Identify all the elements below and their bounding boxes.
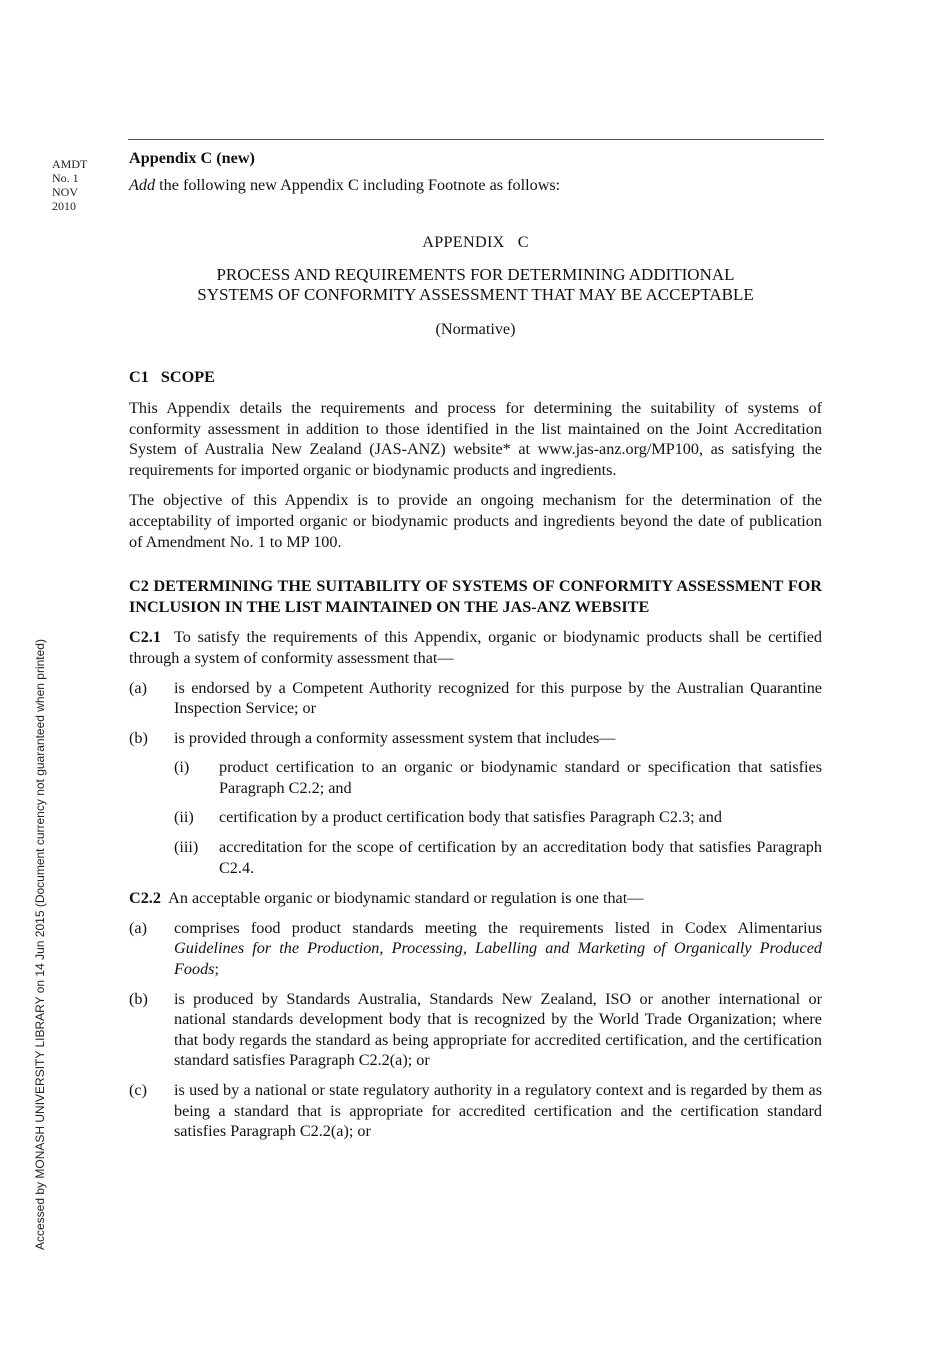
list-item-text: is endorsed by a Competent Authority recognized for this purpose by the Australian Quarantine Inspection Service; or <box>174 678 822 718</box>
list-item-label: (ii) <box>174 808 194 827</box>
clause-text: An acceptable organic or biodynamic standard or regulation is one that— <box>160 889 644 908</box>
list-item-label: (a) <box>129 918 147 937</box>
margin-note-line: NOV <box>52 185 78 199</box>
appendix-title-line: PROCESS AND REQUIREMENTS FOR DETERMINING ADDITIONAL <box>216 264 735 284</box>
sub-list-item <box>129 837 822 878</box>
list-item-label: (c) <box>129 1081 147 1099</box>
list-item-text-part: comprises food product standards meeting the requirements listed in Codex Alimentarius <box>174 918 822 937</box>
clause-c2-2 <box>129 888 822 909</box>
list-item-label: (i) <box>174 758 190 777</box>
page-content <box>129 148 827 1142</box>
section-heading-c1 <box>129 367 822 388</box>
appendix-label <box>129 232 822 253</box>
list-item <box>129 918 822 980</box>
margin-note-line: No. 1 <box>52 171 79 185</box>
appendix-normative: (Normative) <box>435 319 516 338</box>
clause-text: To satisfy the requirements of this Appendix, organic or biodynamic products shall be certified through a system of conformity assessment that— <box>129 628 827 667</box>
list-item-text: certification by a product certification body that satisfies Paragraph C2.3; and <box>219 808 722 827</box>
sub-list-item <box>129 807 822 828</box>
codex-guidelines-title: Guidelines for the Production, Processing, Labelling and Marketing of Organically Produced Foods <box>174 939 822 979</box>
clause-number: C2.1 <box>129 628 161 647</box>
list-item-label: (iii) <box>174 838 199 857</box>
amendment-margin-note <box>52 157 87 213</box>
c1-paragraph: This Appendix details the requirements and process for determining the suitability of systems of conformity assessment in addition to those identified in the list maintained on the Joint Accreditation System of Australia New Zealand (JAS-ANZ) website* at www.jas-anz.org/MP100, as satisfying the requirements for imported organic or biodynamic products and ingredients. <box>129 398 822 479</box>
section-heading-text: C1 SCOPE <box>129 368 215 387</box>
list-item-label: (b) <box>129 989 148 1008</box>
clause-c2-1 <box>129 627 827 668</box>
margin-note-line: 2010 <box>52 199 76 213</box>
appendix-label-text: APPENDIX C <box>422 233 529 252</box>
list-item <box>129 989 822 1071</box>
section-heading-c2: C2 DETERMINING THE SUITABILITY OF SYSTEMS OF CONFORMITY ASSESSMENT FOR INCLUSION IN THE LIST MAINTAINED ON THE JAS-ANZ WEBSITE <box>129 577 822 616</box>
list-item <box>129 728 822 749</box>
list-item-text-part: ; <box>214 960 219 979</box>
list-item-text: product certification to an organic or biodynamic standard or specification that satisfies Paragraph C2.2; and <box>219 758 822 797</box>
clause-number: C2.2 <box>129 889 161 908</box>
list-item <box>129 1080 822 1142</box>
list-item-text: accreditation for the scope of certification by an accreditation body that satisfies Paragraph C2.4. <box>219 838 822 877</box>
list-item-label: (b) <box>129 728 148 747</box>
instruction-text: the following new Appendix C including Footnote as follows: <box>155 175 561 194</box>
header-rule <box>128 139 824 140</box>
list-item-text: is provided through a conformity assessment system that includes— <box>174 728 616 747</box>
list-item-text <box>174 918 822 980</box>
appendix-title <box>129 265 822 305</box>
access-watermark: Accessed by MONASH UNIVERSITY LIBRARY on 14 Jun 2015 (Document currency not guaranteed when printed) <box>33 639 47 1250</box>
amendment-instruction <box>129 175 822 196</box>
amendment-title: Appendix C (new) <box>129 149 255 167</box>
list-item-text: is produced by Standards Australia, Standards New Zealand, ISO or another international or national standards development body that is recognized by the World Trade Organization; where that body regards the standard as being appropriate for accredited certification, and the certification standard satisfies Paragraph C2.2(a); or <box>174 989 822 1070</box>
sub-list-item <box>129 757 822 798</box>
margin-note-line: AMDT <box>52 157 88 171</box>
list-item-text: is used by a national or state regulatory authority in a regulatory context and is regarded by them as being a standard that is appropriate for accredited certification and the certification standard satisfies Paragraph C2.2(a); or <box>174 1081 822 1141</box>
c1-paragraph: The objective of this Appendix is to provide an ongoing mechanism for the determination of the acceptability of imported organic or biodynamic products and ingredients beyond the date of publication of Amendment No. 1 to MP 100. <box>129 491 822 551</box>
instruction-verb: Add <box>129 175 156 194</box>
list-item-label: (a) <box>129 678 147 697</box>
appendix-title-line: SYSTEMS OF CONFORMITY ASSESSMENT THAT MAY BE ACCEPTABLE <box>197 284 754 304</box>
list-item <box>129 678 822 719</box>
